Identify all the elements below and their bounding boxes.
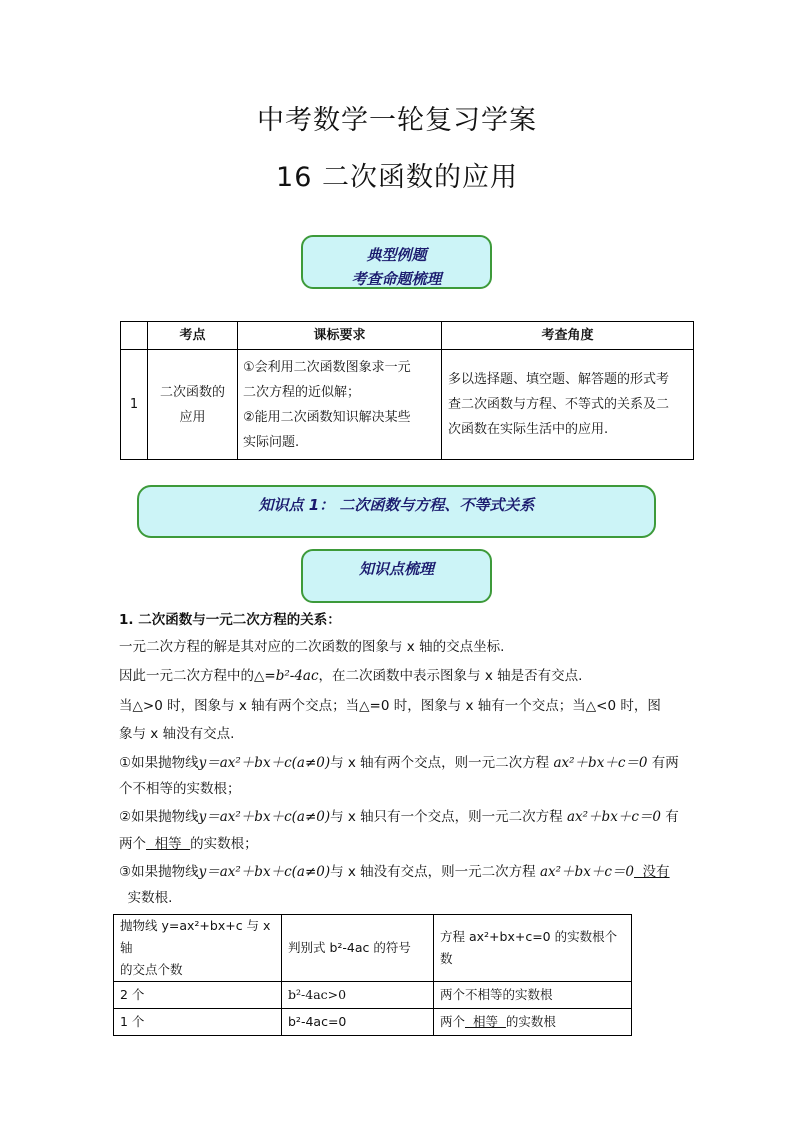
table-header-row bbox=[121, 322, 694, 350]
text-run: 与 x 轴只有一个交点，则一元二次方程 bbox=[330, 809, 567, 825]
req-line: ②能用二次函数知识解决某些 bbox=[243, 409, 411, 425]
formula: y＝ax²＋bx＋c(a≠0) bbox=[198, 809, 331, 825]
table-row bbox=[114, 1009, 632, 1036]
case-2 bbox=[119, 808, 679, 826]
header-line: 抛物线 y=ax²+bx+c 与 x 轴 bbox=[120, 918, 271, 955]
table-header-cell: 考点 bbox=[148, 322, 238, 350]
formula: b²-4ac bbox=[275, 668, 319, 684]
review-banner-text: 知识点梳理 bbox=[358, 560, 434, 578]
topic-line: 二次函数的 bbox=[159, 384, 225, 400]
text-run: 的实数根 bbox=[505, 1014, 556, 1029]
case-2-cont bbox=[119, 835, 258, 853]
row-index: 1 bbox=[121, 350, 148, 460]
table-header-cell bbox=[121, 322, 148, 350]
row-requirements bbox=[238, 350, 442, 460]
topic-line: 应用 bbox=[179, 409, 206, 425]
exam-banner-line1: 典型例题 bbox=[366, 246, 427, 264]
table-row bbox=[121, 350, 694, 460]
req-line: ①会利用二次函数图象求一元 bbox=[243, 359, 411, 375]
angle-line: 次函数在实际生活中的应用. bbox=[448, 422, 609, 437]
text-run: 两个 bbox=[119, 836, 146, 852]
text-run: ①如果抛物线 bbox=[119, 755, 199, 771]
formula: y＝ax²＋bx＋c(a≠0) bbox=[198, 755, 331, 771]
section-heading: 1. 二次函数与一元二次方程的关系： bbox=[119, 612, 341, 628]
text-run: 两个 bbox=[440, 1014, 466, 1029]
case-3-cont: 实数根. bbox=[119, 890, 173, 906]
paragraph: 象与 x 轴没有交点. bbox=[119, 726, 235, 742]
paragraph: 一元二次方程的解是其对应的二次函数的图象与 x 轴的交点坐标. bbox=[119, 639, 505, 655]
paragraph: 当△>0 时，图象与 x 轴有两个交点；当△=0 时，图象与 x 轴有一个交点；当△<0 时，图 bbox=[119, 698, 661, 714]
exam-banner-line2: 考查命题梳理 bbox=[351, 270, 442, 288]
text-run: 与 x 轴没有交点，则一元二次方程 bbox=[330, 864, 540, 880]
row-topic bbox=[148, 350, 238, 460]
row-angle bbox=[442, 350, 694, 460]
text-run: 因此一元二次方程中的△= bbox=[119, 668, 276, 684]
roots-table bbox=[113, 914, 632, 1036]
formula: ax²＋bx＋c＝0 bbox=[539, 864, 634, 880]
fill-blank: 相等 bbox=[465, 1014, 506, 1029]
text-run: ③如果抛物线 bbox=[119, 864, 199, 880]
req-line: 实际问题. bbox=[243, 434, 300, 450]
table-header-cell: 判别式 b²-4ac 的符号 bbox=[282, 915, 434, 982]
exam-points-table bbox=[120, 321, 694, 460]
text-run: 与 x 轴有两个交点，则一元二次方程 bbox=[330, 755, 554, 771]
formula: y＝ax²＋bx＋c(a≠0) bbox=[198, 864, 331, 880]
angle-line: 查二次函数与方程、不等式的关系及二 bbox=[448, 397, 670, 412]
paragraph bbox=[119, 667, 582, 685]
angle-line: 多以选择题、填空题、解答题的形式考 bbox=[448, 372, 670, 387]
page-title: 中考数学一轮复习学案 bbox=[257, 105, 537, 136]
text-run: 有 bbox=[660, 809, 679, 825]
kp1-banner bbox=[137, 485, 656, 538]
header-line: 的交点个数 bbox=[120, 962, 183, 977]
table-cell: 2 个 bbox=[114, 982, 282, 1009]
table-cell: b²-4ac>0 bbox=[282, 982, 434, 1009]
table-cell: b²-4ac=0 bbox=[282, 1009, 434, 1036]
formula: ax²＋bx＋c＝0 bbox=[553, 755, 648, 771]
table-header-row bbox=[114, 915, 632, 982]
review-banner bbox=[301, 549, 492, 603]
table-cell bbox=[434, 1009, 632, 1036]
case-3 bbox=[119, 863, 670, 881]
exam-banner bbox=[301, 235, 492, 289]
table-header-cell: 考查角度 bbox=[442, 322, 694, 350]
text-run: ，在二次函数中表示图象与 x 轴是否有交点. bbox=[318, 668, 583, 684]
fill-blank: 相等 bbox=[146, 836, 191, 852]
table-row bbox=[114, 982, 632, 1009]
text-run: ②如果抛物线 bbox=[119, 809, 199, 825]
text-run: 的实数根； bbox=[190, 836, 258, 852]
table-cell: 两个不相等的实数根 bbox=[434, 982, 632, 1009]
fill-blank: 没有 bbox=[633, 864, 670, 880]
case-1-cont: 个不相等的实数根； bbox=[119, 781, 241, 797]
text-run: 有两 bbox=[647, 755, 679, 771]
table-header-cell: 课标要求 bbox=[238, 322, 442, 350]
req-line: 二次方程的近似解； bbox=[243, 384, 361, 400]
table-header-cell bbox=[114, 915, 282, 982]
kp1-banner-text: 知识点 1： 二次函数与方程、不等式关系 bbox=[258, 496, 535, 514]
formula: ax²＋bx＋c＝0 bbox=[566, 809, 661, 825]
page-subtitle: 16 二次函数的应用 bbox=[276, 162, 518, 193]
case-1 bbox=[119, 754, 679, 772]
table-cell: 1 个 bbox=[114, 1009, 282, 1036]
table-header-cell: 方程 ax²+bx+c=0 的实数根个数 bbox=[434, 915, 632, 982]
